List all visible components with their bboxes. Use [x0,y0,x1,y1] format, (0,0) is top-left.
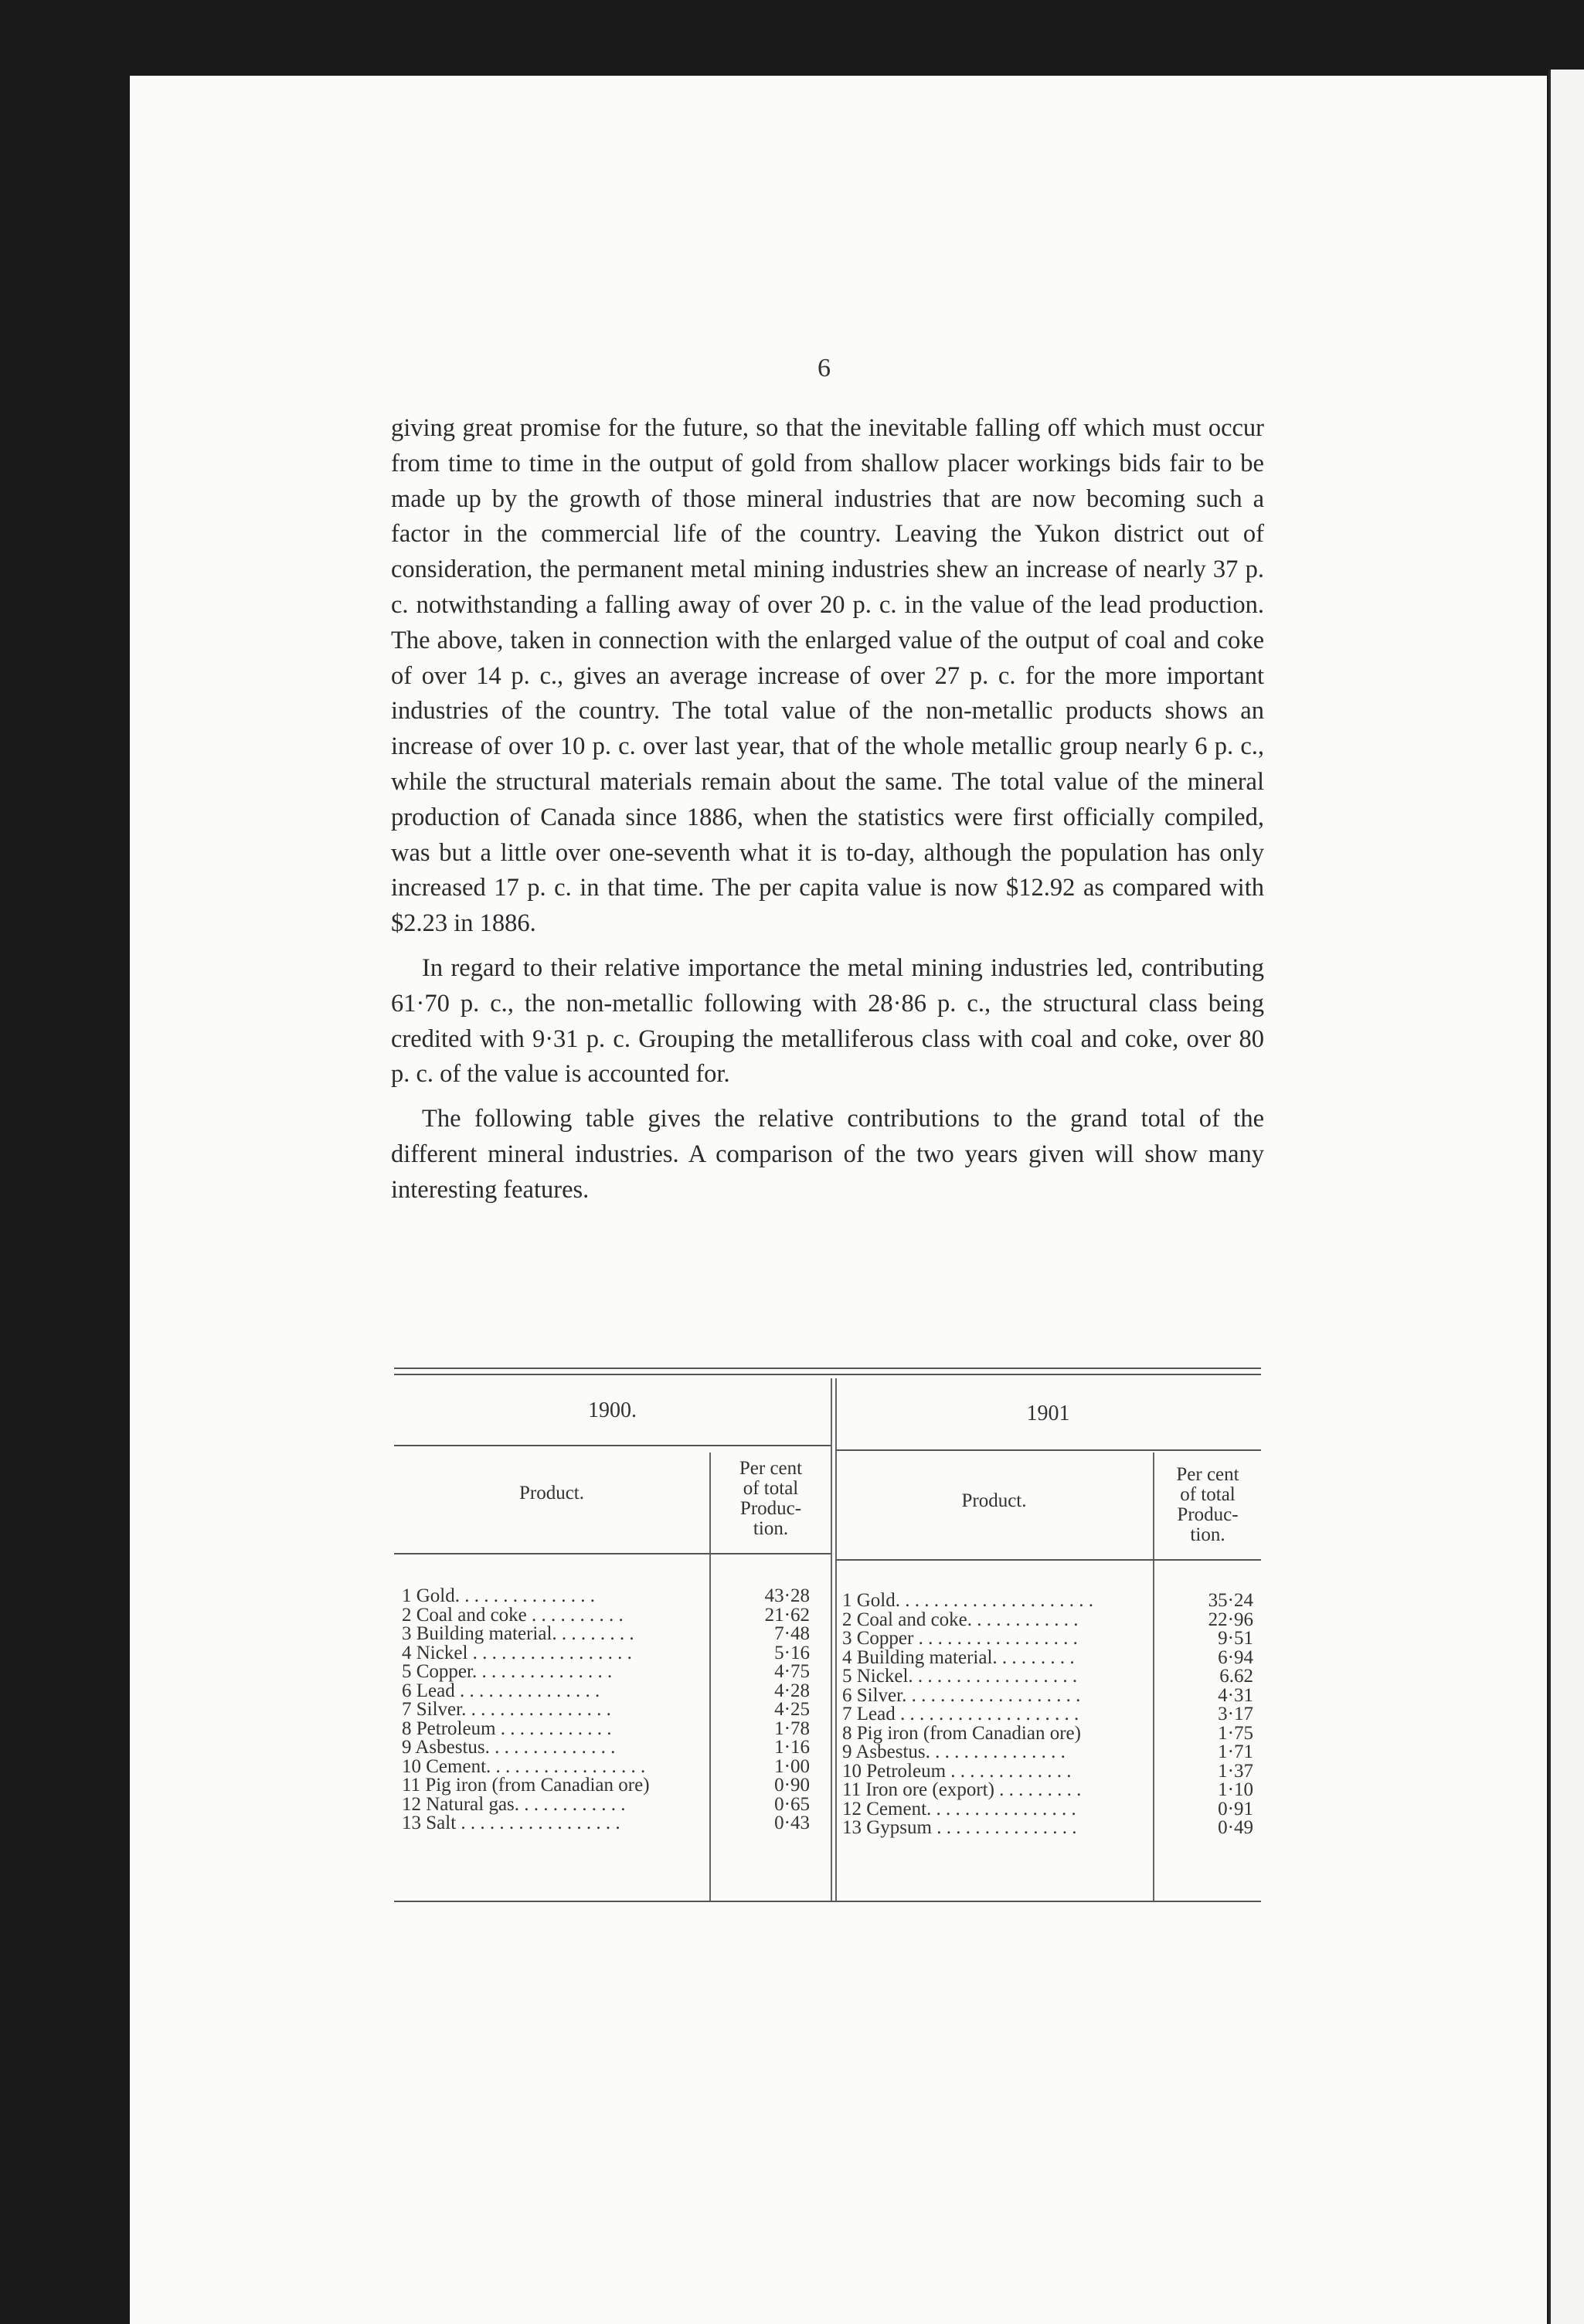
year-1901: 1901 [1026,1402,1070,1425]
table-row: 3 Copper . . . . . . . . . . . . . . . . . [842,1628,1078,1649]
table-row: 4 Building material. . . . . . . . . [842,1646,1075,1668]
rows-1901-percents [1156,1592,1253,1838]
table-row: 12 Natural gas. . . . . . . . . . . . [402,1793,626,1815]
table-row: 10 Petroleum . . . . . . . . . . . . . [842,1760,1072,1782]
rows-1901-products [842,1592,1151,1838]
table-cell-percent: 4·28 [774,1680,810,1701]
table-row: 10 Cement. . . . . . . . . . . . . . . . . [402,1755,646,1777]
table-cell-percent: 0·43 [774,1813,810,1833]
paragraph-3: The following table gives the relative contributions to the grand total of the different mineral industries. A comparison of the two years given will show many interesting features. [391,1105,1264,1204]
percent-header-line: tion. [1190,1524,1225,1545]
percent-header-line: of total [1180,1484,1236,1505]
header-rule-1900 [394,1553,831,1554]
table-row: 6 Lead . . . . . . . . . . . . . . . [402,1680,600,1701]
body-text [391,411,1264,1218]
table-cell-percent: 5·16 [774,1642,810,1663]
table-row: 11 Iron ore (export) . . . . . . . . . [842,1779,1082,1800]
table-top-rule-2 [394,1374,1261,1375]
table-cell-percent: 1·78 [774,1718,810,1739]
paragraph-2: In regard to their relative importance the metal mining industries led, contributing 61·70 p. c., the non-metallic following with 28·86 p. c., the structural class being credited with 9·31 p. c. Grouping the metalliferous class with coal and coke, over 80 p. c. of the value is accounted for. [391,953,1264,1089]
table-row: 7 Lead . . . . . . . . . . . . . . . . . . . [842,1704,1079,1724]
product-header-1901: Product. [961,1490,1027,1511]
table-row: 2 Coal and coke . . . . . . . . . . [402,1604,624,1626]
mineral-contribution-table [394,1368,1261,1908]
table-row: 8 Pig iron (from Canadian ore) [842,1722,1081,1744]
percent-header-line: of total [743,1478,799,1499]
table-row: 1 Gold. . . . . . . . . . . . . . . [402,1587,595,1606]
table-cell-percent: 1·71 [1218,1741,1253,1762]
table-cell-percent: 0·49 [1218,1817,1253,1838]
adjacent-page-edge [1548,70,1584,2324]
header-rule-1901 [835,1559,1261,1561]
table-cell-percent: 4·75 [774,1661,810,1682]
table-row: 8 Petroleum . . . . . . . . . . . . [402,1718,612,1739]
table-cell-percent: 21·62 [764,1604,810,1626]
product-header-1900: Product. [518,1483,585,1503]
table-cell-percent: 1·00 [774,1755,810,1777]
percent-header-line: Produc- [1177,1504,1239,1525]
table-row: 1 Gold. . . . . . . . . . . . . . . . . . . . . [842,1592,1093,1611]
table-cell-percent: 6.62 [1219,1666,1253,1687]
percent-header-line: Produc- [739,1498,802,1519]
table-cell-percent: 35·24 [1208,1590,1253,1611]
year-1900: 1900. [588,1398,637,1422]
table-row: 5 Copper. . . . . . . . . . . . . . . [402,1661,613,1682]
table-cell-percent: 0·65 [774,1793,810,1815]
table-cell-percent: 7·48 [774,1623,810,1644]
table-row: 2 Coal and coke. . . . . . . . . . . . [842,1609,1079,1630]
paragraph-1: giving great promise for the future, so that the inevitable falling off which must occur from time to time in the output of gold from shallow placer workings bids fair to be made up by the growth of those mineral industries that are now becoming such a factor in the commercial life of the country. Leaving the Yukon district out of consideration, the permanent metal mining industries shew an increase of nearly 37 p. c. notwithstanding a falling away of over 20 p. c. in the value of the lead production. The above, taken in connection with the enlarged value of the output of coal and coke of over 14 p. c., gives an average increase of over 27 p. c. for the more important industries of the country. The total value of the non-metallic products shows an increase of over 10 p. c. over last year, that of the whole metallic group nearly 6 p. c., while the structural materials remain about the same. The total value of the mineral production of Canada since 1886, when the statistics were first officially compiled, was but a little over one-seventh what it is to-day, although the population has only increased 17 p. c. in that time. The per capita value is now $12.92 as compared with $2.23 in 1886. [391,414,1264,938]
table-row: 6 Silver. . . . . . . . . . . . . . . . . . . [842,1684,1081,1706]
table-row: 12 Cement. . . . . . . . . . . . . . . . [842,1798,1076,1819]
table-center-vline [831,1378,832,1901]
table-cell-percent: 1·16 [774,1737,810,1758]
percent-header-1901 [1154,1465,1261,1545]
table-row: 3 Building material. . . . . . . . . [402,1623,634,1644]
table-row: 11 Pig iron (from Canadian ore) [402,1775,650,1796]
table-cell-percent: 22·96 [1208,1609,1253,1630]
table-row: 13 Gypsum . . . . . . . . . . . . . . . [842,1817,1077,1838]
table-cell-percent: 0·90 [774,1775,810,1796]
percent-header-line: Per cent [739,1458,803,1479]
percent-header-1900 [711,1459,831,1539]
year-1900-rule [394,1445,831,1446]
table-row: 5 Nickel. . . . . . . . . . . . . . . . . . [842,1666,1078,1687]
table-cell-percent: 4·25 [774,1699,810,1720]
table-cell-percent: 0·91 [1218,1798,1253,1819]
table-row: 9 Asbestus. . . . . . . . . . . . . . [402,1737,616,1758]
table-row: 4 Nickel . . . . . . . . . . . . . . . . . [402,1642,632,1663]
table-cell-percent: 4·31 [1218,1684,1253,1706]
rows-1900-percents [712,1587,810,1833]
year-1901-rule [835,1449,1261,1451]
table-row: 9 Asbestus. . . . . . . . . . . . . . . [842,1741,1066,1762]
percent-header-line: Per cent [1176,1464,1239,1485]
table-cell-percent: 43·28 [764,1585,810,1606]
table-cell-percent: 6·94 [1218,1646,1253,1668]
page-number: 6 [817,354,831,382]
rows-1900-products [402,1587,708,1833]
table-row: 13 Salt . . . . . . . . . . . . . . . . . [402,1813,620,1833]
table-center-vline-2 [835,1378,837,1901]
table-top-rule [394,1368,1261,1369]
table-bottom-rule [394,1901,1261,1902]
table-cell-percent: 3·17 [1218,1704,1253,1724]
table-cell-percent: 9·51 [1218,1628,1253,1649]
percent-header-line: tion. [753,1518,789,1539]
table-cell-percent: 1·75 [1218,1722,1253,1744]
table-cell-percent: 1·37 [1218,1760,1253,1782]
table-cell-percent: 1·10 [1218,1779,1253,1800]
table-row: 7 Silver. . . . . . . . . . . . . . . . [402,1699,611,1720]
